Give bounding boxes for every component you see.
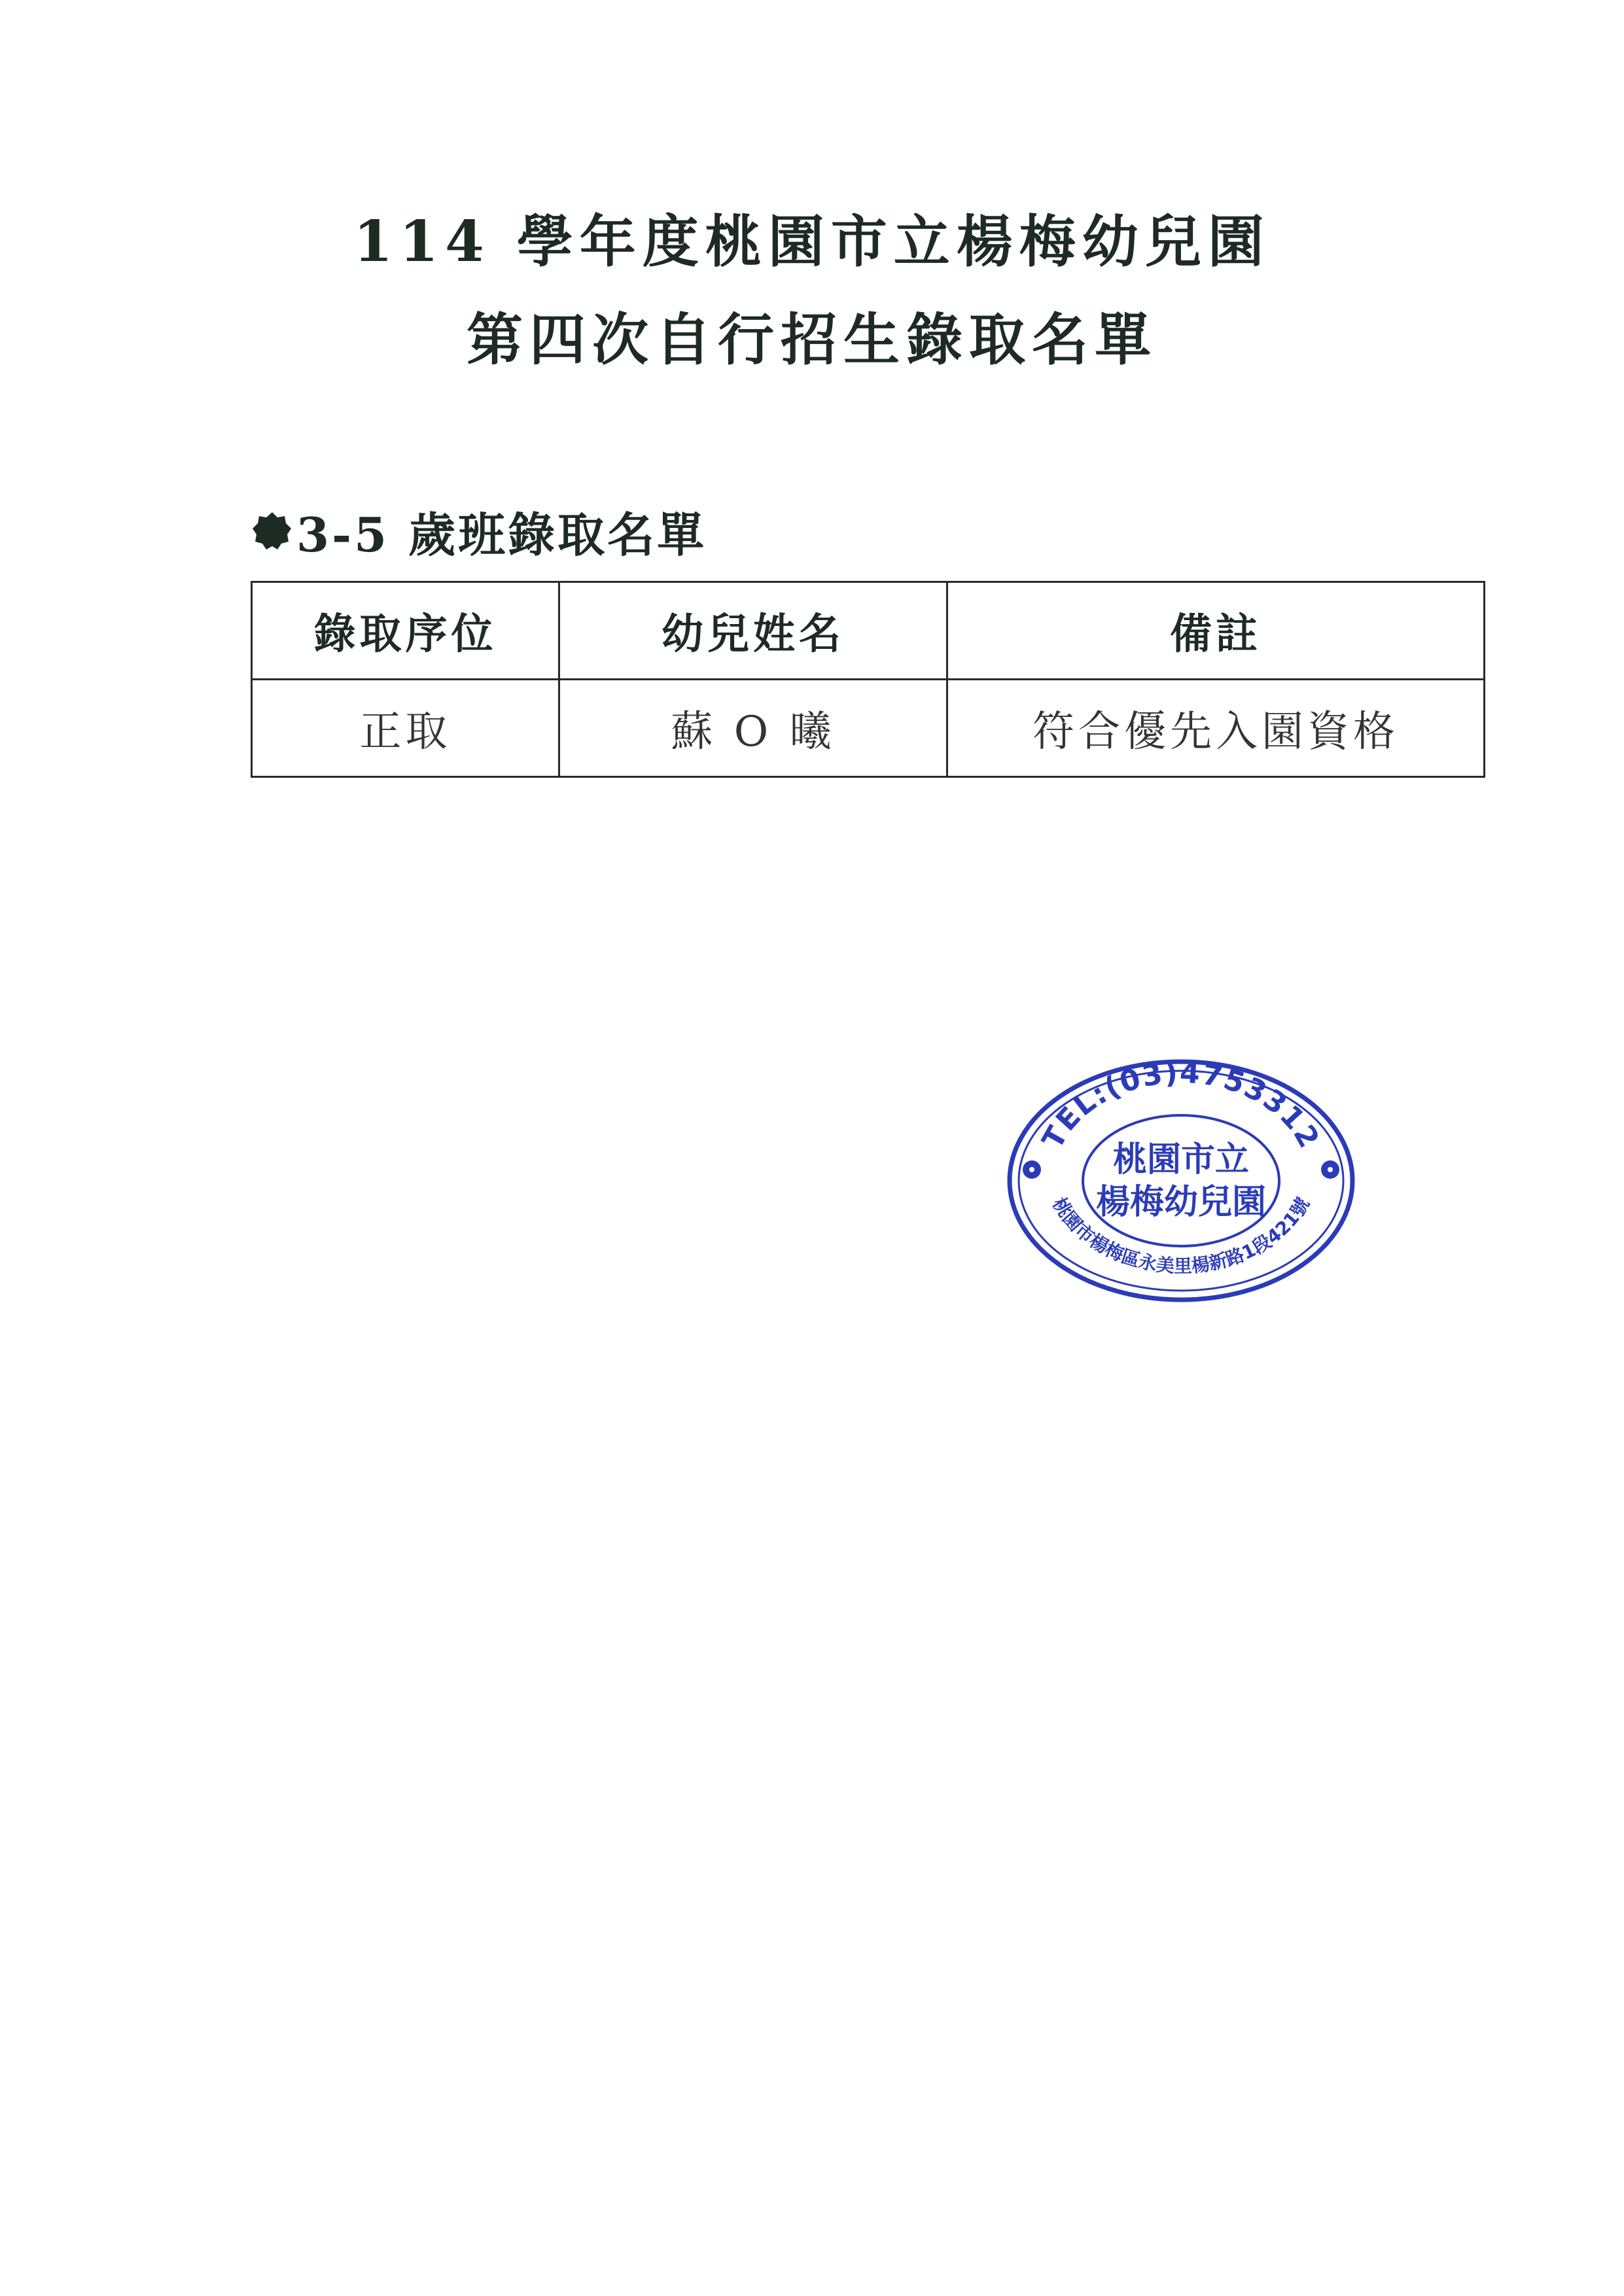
- cell-remarks: 符合優先入園資格: [947, 680, 1485, 777]
- table-row: [252, 680, 1485, 777]
- svg-text:TEL:(03)4753312: TEL:(03)4753312: [1036, 1056, 1326, 1155]
- svg-text:桃園市立: 桃園市立: [1112, 1140, 1250, 1179]
- page-title-line-2: 第四次自行招生錄取名單: [467, 307, 1157, 373]
- section-heading: [252, 497, 707, 565]
- section-heading-text: 3-5 歲班錄取名單: [296, 507, 707, 563]
- svg-text:楊梅幼兒園: 楊梅幼兒園: [1095, 1183, 1267, 1222]
- official-seal-stamp: [1004, 1053, 1358, 1308]
- header-remarks: 備註: [947, 582, 1485, 680]
- header-child-name: 幼兒姓名: [559, 582, 947, 680]
- header-admission-rank: 錄取序位: [252, 582, 559, 680]
- page-title-line-1: 114 學年度桃園市立楊梅幼兒園: [353, 209, 1271, 275]
- svg-text:桃園市楊梅區永美里楊新路1段421號: 桃園市楊梅區永美里楊新路1段421號: [1048, 1194, 1315, 1278]
- admission-table: [251, 581, 1485, 778]
- filled-circle-bullet-icon: [252, 511, 292, 551]
- cell-child-name: 蘇 O 曦: [559, 680, 947, 777]
- cell-admission-rank: 正取: [252, 680, 559, 777]
- table-header-row: [252, 582, 1485, 680]
